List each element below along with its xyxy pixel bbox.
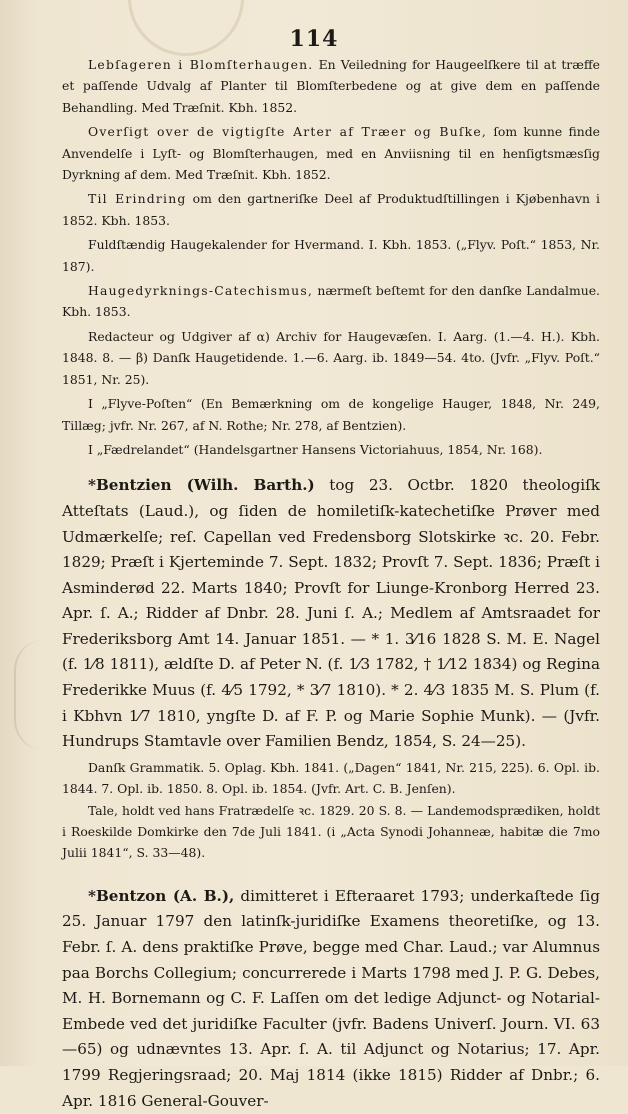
entry-title: Til Erindring — [88, 191, 187, 207]
bibliography-entry — [62, 439, 600, 460]
bibliography-entry — [62, 393, 600, 436]
entry-headword: *Bentzon (A. B.), — [88, 886, 235, 905]
entry-text: Fuldſtændig Haugekalender for Hvermand. I. Kbh. 1853. („Flyv. Poſt.“ 1853, Nr. 187). — [62, 237, 600, 274]
entry-title: Lebſageren i Blomſterhaugen. — [88, 57, 314, 72]
entry-text: ſom kunne finde Anvendelſe i Lyſt- og Blomſterhaugen, med en Anviisning til en henſigtsmæsſig Dyrkning af dem. Med Træſnit. Kbh. 1852. — [62, 124, 600, 183]
bibliography-entry — [62, 121, 600, 185]
bibliography-entry — [62, 54, 600, 118]
entry-text: tog 23. Octbr. 1820 theologiſk Atteſtats (Laud.), og ſiden de homiletiſk-katechetiſke Prøver med Udmærkelſe; reſ. Capellan ved Fredensborg Slotskirke ꝛc. 20. Febr. 1829; Præſt i Kjerteminde 7. Sept. 1832; Provſt 7. Sept. 1836; Præſt i Asminderød 22. Marts 1840; Provſt for Liunge-Kronborg Herred 23. Apr. ſ. A.; Ridder af Dnbr. 28. Juni ſ. A.; Medlem af Amtsraadet for Frederiksborg Amt 14. Januar 1851. — * 1. 3⁄16 1828 S. M. E. Nagel (f. 1⁄8 1811), ældſte D. af Peter N. (f. 1⁄3 1782, † 1⁄12 1834) og Regina Frederikke Muus (f. 4⁄5 1792, * 3⁄7 1810). * 2. 4⁄3 1835 M. S. Plum (f. i Kbhvn 1⁄7 1810, yngſte D. af F. P. og Marie Sophie Munk). — (Jvfr. Hundrups Stamtavle over Familien Bendz, 1854, S. 24—25). — [62, 476, 600, 751]
bibliography-entry — [62, 234, 600, 277]
entry-text: En Veiledning for Haugeelſkere til at træffe et paſſende Udvalg af Planter til Blomſterbedene og at give dem en paſſende Behandling. Med Træſnit. Kbh. 1852. — [62, 57, 600, 115]
entry-title: Overſigt over de vigtigſte Arter af Træer og Buſke, — [88, 124, 488, 140]
entry-headword: *Bentzien (Wilh. Barth.) — [88, 476, 315, 495]
bibliography-entry — [62, 280, 600, 323]
entry-text: I „Fædrelandet“ (Handelsgartner Hansens Victoriahuus, 1854, Nr. 168). — [88, 441, 543, 457]
margin-mark — [14, 640, 46, 750]
bibliography-entry — [62, 326, 600, 390]
entry-text: Danſk Grammatik. 5. Oplag. Kbh. 1841. („Dagen“ 1841, Nr. 215, 225). 6. Opl. ib. 1844. 7. Opl. ib. 1850. 8. Opl. ib. 1854. (Jvfr. Art. C. B. Jenſen). — [62, 759, 600, 797]
bibliography-entry — [62, 757, 600, 800]
biography-entry-bentzon — [62, 884, 600, 1114]
entry-text: Redacteur og Udgiver af α) Archiv for Haugevæſen. I. Aarg. (1.—4. H.). Kbh. 1848. 8. — β) Danſk Haugetidende. 1.—6. Aarg. ib. 1849—54. 4to. (Jvfr. „Flyv. Poſt.“ 1851, Nr. 25). — [62, 328, 600, 387]
entry-text: nærmeſt beſtemt for den danſke Landalmue. Kbh. 1853. — [62, 283, 600, 320]
page-number: 114 — [289, 26, 339, 52]
bibliography-entry — [62, 188, 600, 231]
entry-text: I „Flyve-Poſten“ (En Bemærkning om de kongelige Hauger, 1848, Nr. 249, Tillæg; jvfr. Nr. 267, af N. Rothe; Nr. 278, af Bentzien). — [62, 396, 600, 433]
entry-text: Tale, holdt ved hans Fratrædelſe ꝛc. 1829. 20 S. 8. — Landemodsprædiken, holdt i Roeskilde Domkirke den 7de Juli 1841. (i „Acta Synodi Johanneæ, habitæ die 7mo Julii 1841“, S. 33—48). — [62, 802, 600, 861]
entry-title: Haugedyrknings-Catechismus, — [88, 283, 314, 299]
entry-text: dimitteret i Efteraaret 1793; underkaſtede ſig 25. Januar 1797 den latinſk-juridiſke Examens theoretiſke, og 13. Febr. ſ. A. dens praktiſke Prøve, begge med Char. Laud.; var Alumnus paa Borchs Collegium; concurrerede i Marts 1798 med J. P. G. Debes, M. H. Bornemann og C. F. Laſſen om det ledige Adjunct- og Notarial-Embede ved det juridiſke Faculter (jvfr. Badens Univerſ. Journ. VI. 63—65) og udnævntes 13. Apr. ſ. A. til Adjunct og Notarius; 17. Apr. 1799 Regjeringsraad; 20. Maj 1814 (ikke 1815) Ridder af Dnbr.; 6. Apr. 1816 General-Gouver- — [62, 886, 600, 1110]
entry-text: om den gartneriſke Deel af Produktudſtillingen i Kjøbenhavn i 1852. Kbh. 1853. — [62, 191, 600, 228]
page-body — [62, 54, 600, 1114]
biography-entry-bentzien — [62, 473, 600, 755]
bibliography-entry — [62, 800, 600, 864]
